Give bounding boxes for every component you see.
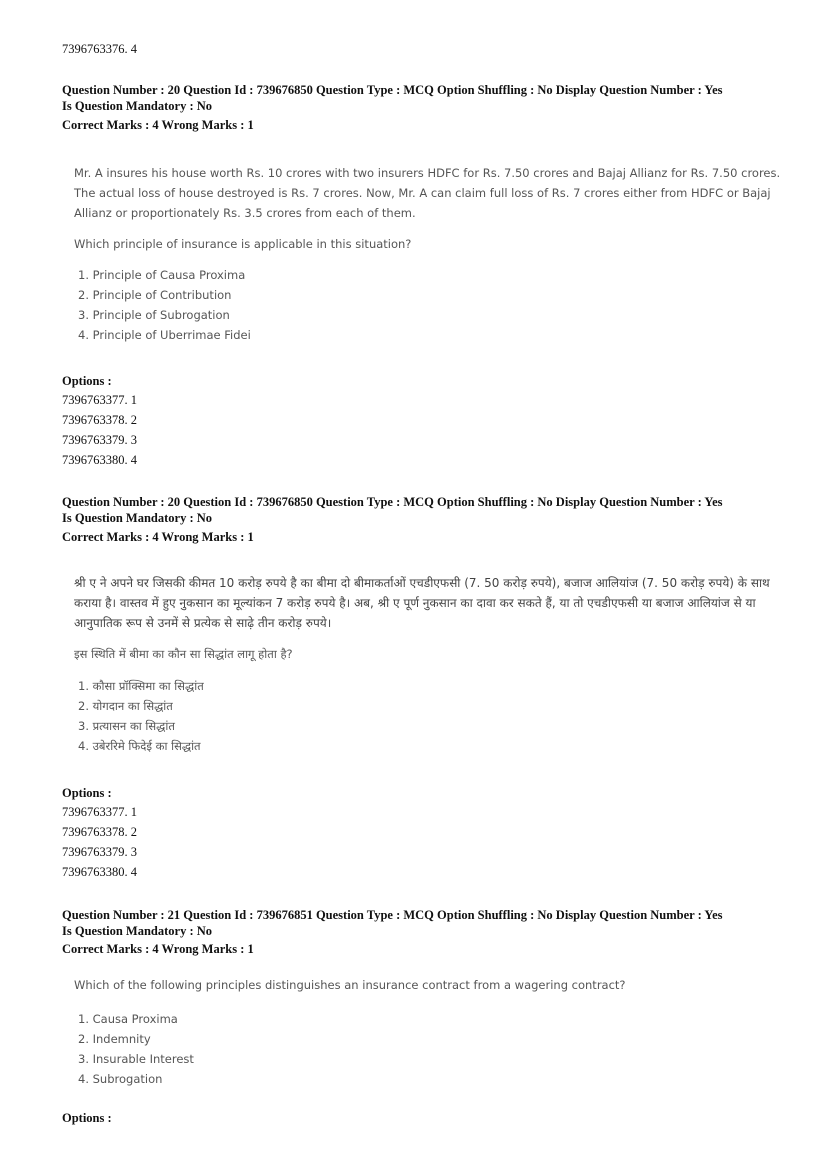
option-line: 7396763377. 1 bbox=[62, 805, 137, 819]
option-line: 7396763378. 2 bbox=[62, 413, 137, 427]
question-image bbox=[74, 975, 794, 1089]
option-line: 7396763380. 4 bbox=[62, 453, 137, 467]
question-text: श्री ए ने अपने घर जिसकी कीमत 10 करोड़ रुपये है का बीमा दो बीमाकर्ताओं एचडीएफसी (7. 50 करोड़ रुपये), बजाज आलियांज (7. 50 करोड़ रुपये) के साथ कराया है। वास्तव में हुए नुकसान का मूल्यांकन 7 करोड़ रुपये है। अब, श्री ए पूर्ण नुकसान का दावा कर सकते हैं, या तो एचडीएफसी या बजाज आलियांज से या आनुपातिक रूप से उनमें से प्रत्येक से साढ़े तीन करोड़ रुपये। bbox=[74, 576, 770, 630]
question-mandatory: Is Question Mandatory : No bbox=[62, 99, 213, 113]
question-header: Question Number : 20 Question Id : 739676850 Question Type : MCQ Option Shuffling : No Display Question Number : Yes bbox=[62, 83, 723, 97]
question-text: Mr. A insures his house worth Rs. 10 crores with two insurers HDFC for Rs. 7.50 crores and Bajaj Allianz for Rs. 7.50 crores. The actual loss of house destroyed is Rs. 7 crores. Now, Mr. A can claim full loss of Rs. 7 crores either from HDFC or Bajaj Allianz or proportionately Rs. 3.5 crores from each of them. bbox=[74, 166, 781, 220]
question-marks: Correct Marks : 4 Wrong Marks : 1 bbox=[62, 942, 254, 956]
previous-option-line: 7396763376. 4 bbox=[62, 42, 137, 56]
option-line: 7396763378. 2 bbox=[62, 825, 137, 839]
question-image bbox=[74, 163, 794, 345]
options-label: Options : bbox=[62, 374, 112, 388]
choice-item: 3. Insurable Interest bbox=[78, 1052, 194, 1066]
choice-item: 2. Principle of Contribution bbox=[78, 288, 232, 302]
question-prompt: Which principle of insurance is applicable in this situation? bbox=[74, 237, 412, 251]
question-prompt: Which of the following principles distinguishes an insurance contract from a wagering contract? bbox=[74, 978, 626, 992]
choice-item: 4. Subrogation bbox=[78, 1072, 163, 1086]
option-line: 7396763379. 3 bbox=[62, 433, 137, 447]
option-line: 7396763377. 1 bbox=[62, 393, 137, 407]
question-marks: Correct Marks : 4 Wrong Marks : 1 bbox=[62, 530, 254, 544]
options-label: Options : bbox=[62, 786, 112, 800]
question-image bbox=[74, 573, 794, 756]
choice-item: 1. Causa Proxima bbox=[78, 1012, 178, 1026]
question-mandatory: Is Question Mandatory : No bbox=[62, 511, 213, 525]
choice-item: 2. योगदान का सिद्धांत bbox=[78, 699, 173, 713]
choice-item: 3. Principle of Subrogation bbox=[78, 308, 230, 322]
option-line: 7396763379. 3 bbox=[62, 845, 137, 859]
choice-item: 4. उबेररिमे फिदेई का सिद्धांत bbox=[78, 739, 201, 753]
question-header: Question Number : 21 Question Id : 739676851 Question Type : MCQ Option Shuffling : No Display Question Number : Yes bbox=[62, 908, 723, 922]
question-prompt: इस स्थिति में बीमा का कौन सा सिद्धांत लागू होता है? bbox=[74, 647, 293, 661]
choice-item: 1. Principle of Causa Proxima bbox=[78, 268, 246, 282]
choice-list bbox=[74, 1009, 794, 1089]
question-header: Question Number : 20 Question Id : 739676850 Question Type : MCQ Option Shuffling : No Display Question Number : Yes bbox=[62, 495, 723, 509]
choice-item: 1. कौसा प्रॉक्सिमा का सिद्धांत bbox=[78, 679, 204, 693]
question-mandatory: Is Question Mandatory : No bbox=[62, 924, 213, 938]
choice-item: 3. प्रत्यासन का सिद्धांत bbox=[78, 719, 175, 733]
options-label: Options : bbox=[62, 1111, 112, 1125]
choice-item: 4. Principle of Uberrimae Fidei bbox=[78, 328, 251, 342]
question-marks: Correct Marks : 4 Wrong Marks : 1 bbox=[62, 118, 254, 132]
choice-item: 2. Indemnity bbox=[78, 1032, 151, 1046]
option-line: 7396763380. 4 bbox=[62, 865, 137, 879]
choice-list bbox=[74, 265, 794, 345]
choice-list bbox=[74, 676, 794, 756]
